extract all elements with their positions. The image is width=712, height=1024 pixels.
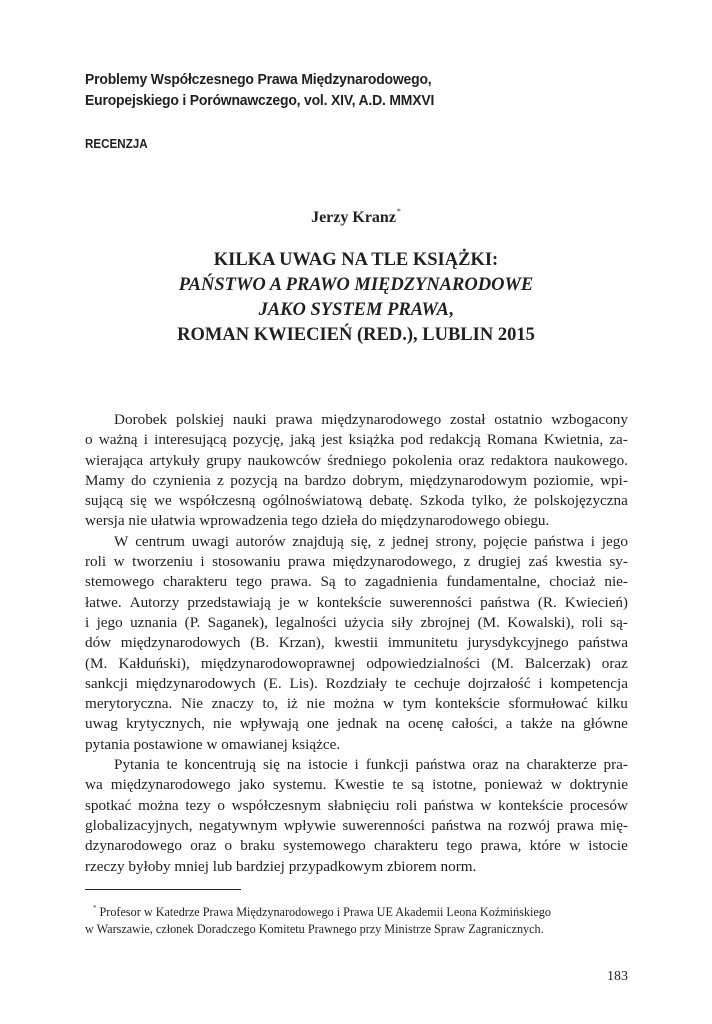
page-number: 183 bbox=[607, 969, 628, 984]
title-line-3-suffix: , bbox=[448, 300, 454, 320]
body-line: merytoryczna. Nie znaczy to, iż nie można w tym kontekście sformułować kilku bbox=[85, 695, 628, 713]
body-line: dów międzynarodowych (B. Krzan), kwestii immunitetu jurysdykcyjnego państwa bbox=[85, 634, 628, 652]
author-footnote-mark: * bbox=[396, 207, 401, 216]
body-line: globalizacyjnych, negatywnym wpływie suwerenności państwa na rozwój prawa mię- bbox=[85, 816, 628, 834]
footnote-text-1: Profesor w Katedrze Prawa Międzynarodowego i Prawa UE Akademii Leona Koźmińskiego bbox=[99, 905, 551, 919]
body-line: wierająca artykuły grupy naukowców średniego pokolenia oraz redaktora naukowego. bbox=[85, 451, 628, 469]
article-body bbox=[85, 410, 628, 877]
body-line: stemowego charakteru tego prawa. Są to zagadnienia fundamentalne, chociaż nie- bbox=[85, 573, 628, 591]
footnote bbox=[85, 900, 628, 938]
section-label: RECENZJA bbox=[85, 137, 148, 151]
footnote-line-2: w Warszawie, członek Doradczego Komitetu Prawnego przy Ministrze Spraw Zagranicznych. bbox=[85, 922, 544, 936]
title-line-2: PAŃSTWO A PRAWO MIĘDZYNARODOWE bbox=[178, 275, 534, 295]
body-line: roli w tworzeniu i stosowaniu prawa międzynarodowego, z drugiej zaś kwestia sy- bbox=[85, 553, 628, 571]
body-line: Dorobek polskiej nauki prawa międzynarodowego został ostatnio wzbogacony bbox=[114, 411, 628, 428]
journal-series-title bbox=[85, 69, 606, 111]
body-line: dzynarodowego oraz o braku systemowego charakteru tego prawa, które w istocie bbox=[85, 837, 628, 855]
footnote-mark: * bbox=[93, 904, 97, 912]
body-line: wersja nie ułatwia wprowadzenia tego dzieła do międzynarodowego obiegu. bbox=[85, 512, 550, 530]
series-line-2: Europejskiego i Porównawczego, vol. XIV, A.D. MMXVI bbox=[85, 92, 435, 109]
body-line: rzeczy byłoby mniej lub bardziej przypadkowym zbiorem norm. bbox=[85, 857, 477, 875]
body-line: spotkać można tezy o współczesnym słabnięciu roli państwa w kontekście procesów bbox=[85, 796, 628, 814]
title-line-4: ROMAN KWIECIEŃ (RED.), LUBLIN 2015 bbox=[177, 325, 535, 345]
body-line: uwag krytycznych, nie wpływają one jednak na ocenę całości, a także na główne bbox=[85, 715, 628, 733]
body-line: (M. Kałduński), międzynarodowoprawnej odpowiedzialności (M. Balcerzak) oraz bbox=[85, 654, 628, 672]
title-line-1: KILKA UWAG NA TLE KSIĄŻKI: bbox=[213, 250, 499, 270]
author-name-text: Jerzy Kranz bbox=[311, 209, 396, 226]
body-line: pytania postawione w omawianej książce. bbox=[85, 735, 341, 753]
author-name bbox=[0, 202, 712, 228]
title-line-3 bbox=[60, 298, 652, 323]
body-line: sankcji międzynarodowych (E. Lis). Rozdziały te cechuje dojrzałość i kompetencja bbox=[85, 674, 628, 692]
body-line: W centrum uwagi autorów znajdują się, z jednej strony, pojęcie państwa i jego bbox=[114, 532, 628, 550]
body-line: łatwe. Autorzy przedstawiają je w kontekście suwerenności państwa (R. Kwiecień) bbox=[85, 593, 628, 611]
body-line: o ważną i interesującą pozycję, jaką jest książka pod redakcją Romana Kwietnia, za- bbox=[85, 431, 628, 449]
body-line: sującą się we współczesną ogólnoświatową debatę. Szkoda tylko, że polskojęzyczna bbox=[85, 492, 628, 510]
title-line-3-italic: JAKO SYSTEM PRAWA bbox=[258, 300, 449, 320]
body-line: Pytania te koncentrują się na istocie i funkcji państwa oraz na charakterze pra- bbox=[114, 756, 628, 774]
article-title bbox=[60, 248, 652, 348]
body-line: Mamy do czynienia z pozycją na bardzo dobrym, międzynarodowym poziomie, wpi- bbox=[85, 471, 628, 489]
footnote-line-1 bbox=[85, 900, 628, 921]
body-line: i jego uznania (P. Saganek), legalności użycia siły zbrojnej (M. Kowalski), roli są- bbox=[85, 613, 628, 631]
series-line-1: Problemy Współczesnego Prawa Międzynarodowego, bbox=[85, 71, 432, 88]
body-line: wa międzynarodowego jako systemu. Kwestie te są istotne, ponieważ w doktrynie bbox=[85, 776, 628, 794]
footnote-divider bbox=[85, 889, 241, 890]
